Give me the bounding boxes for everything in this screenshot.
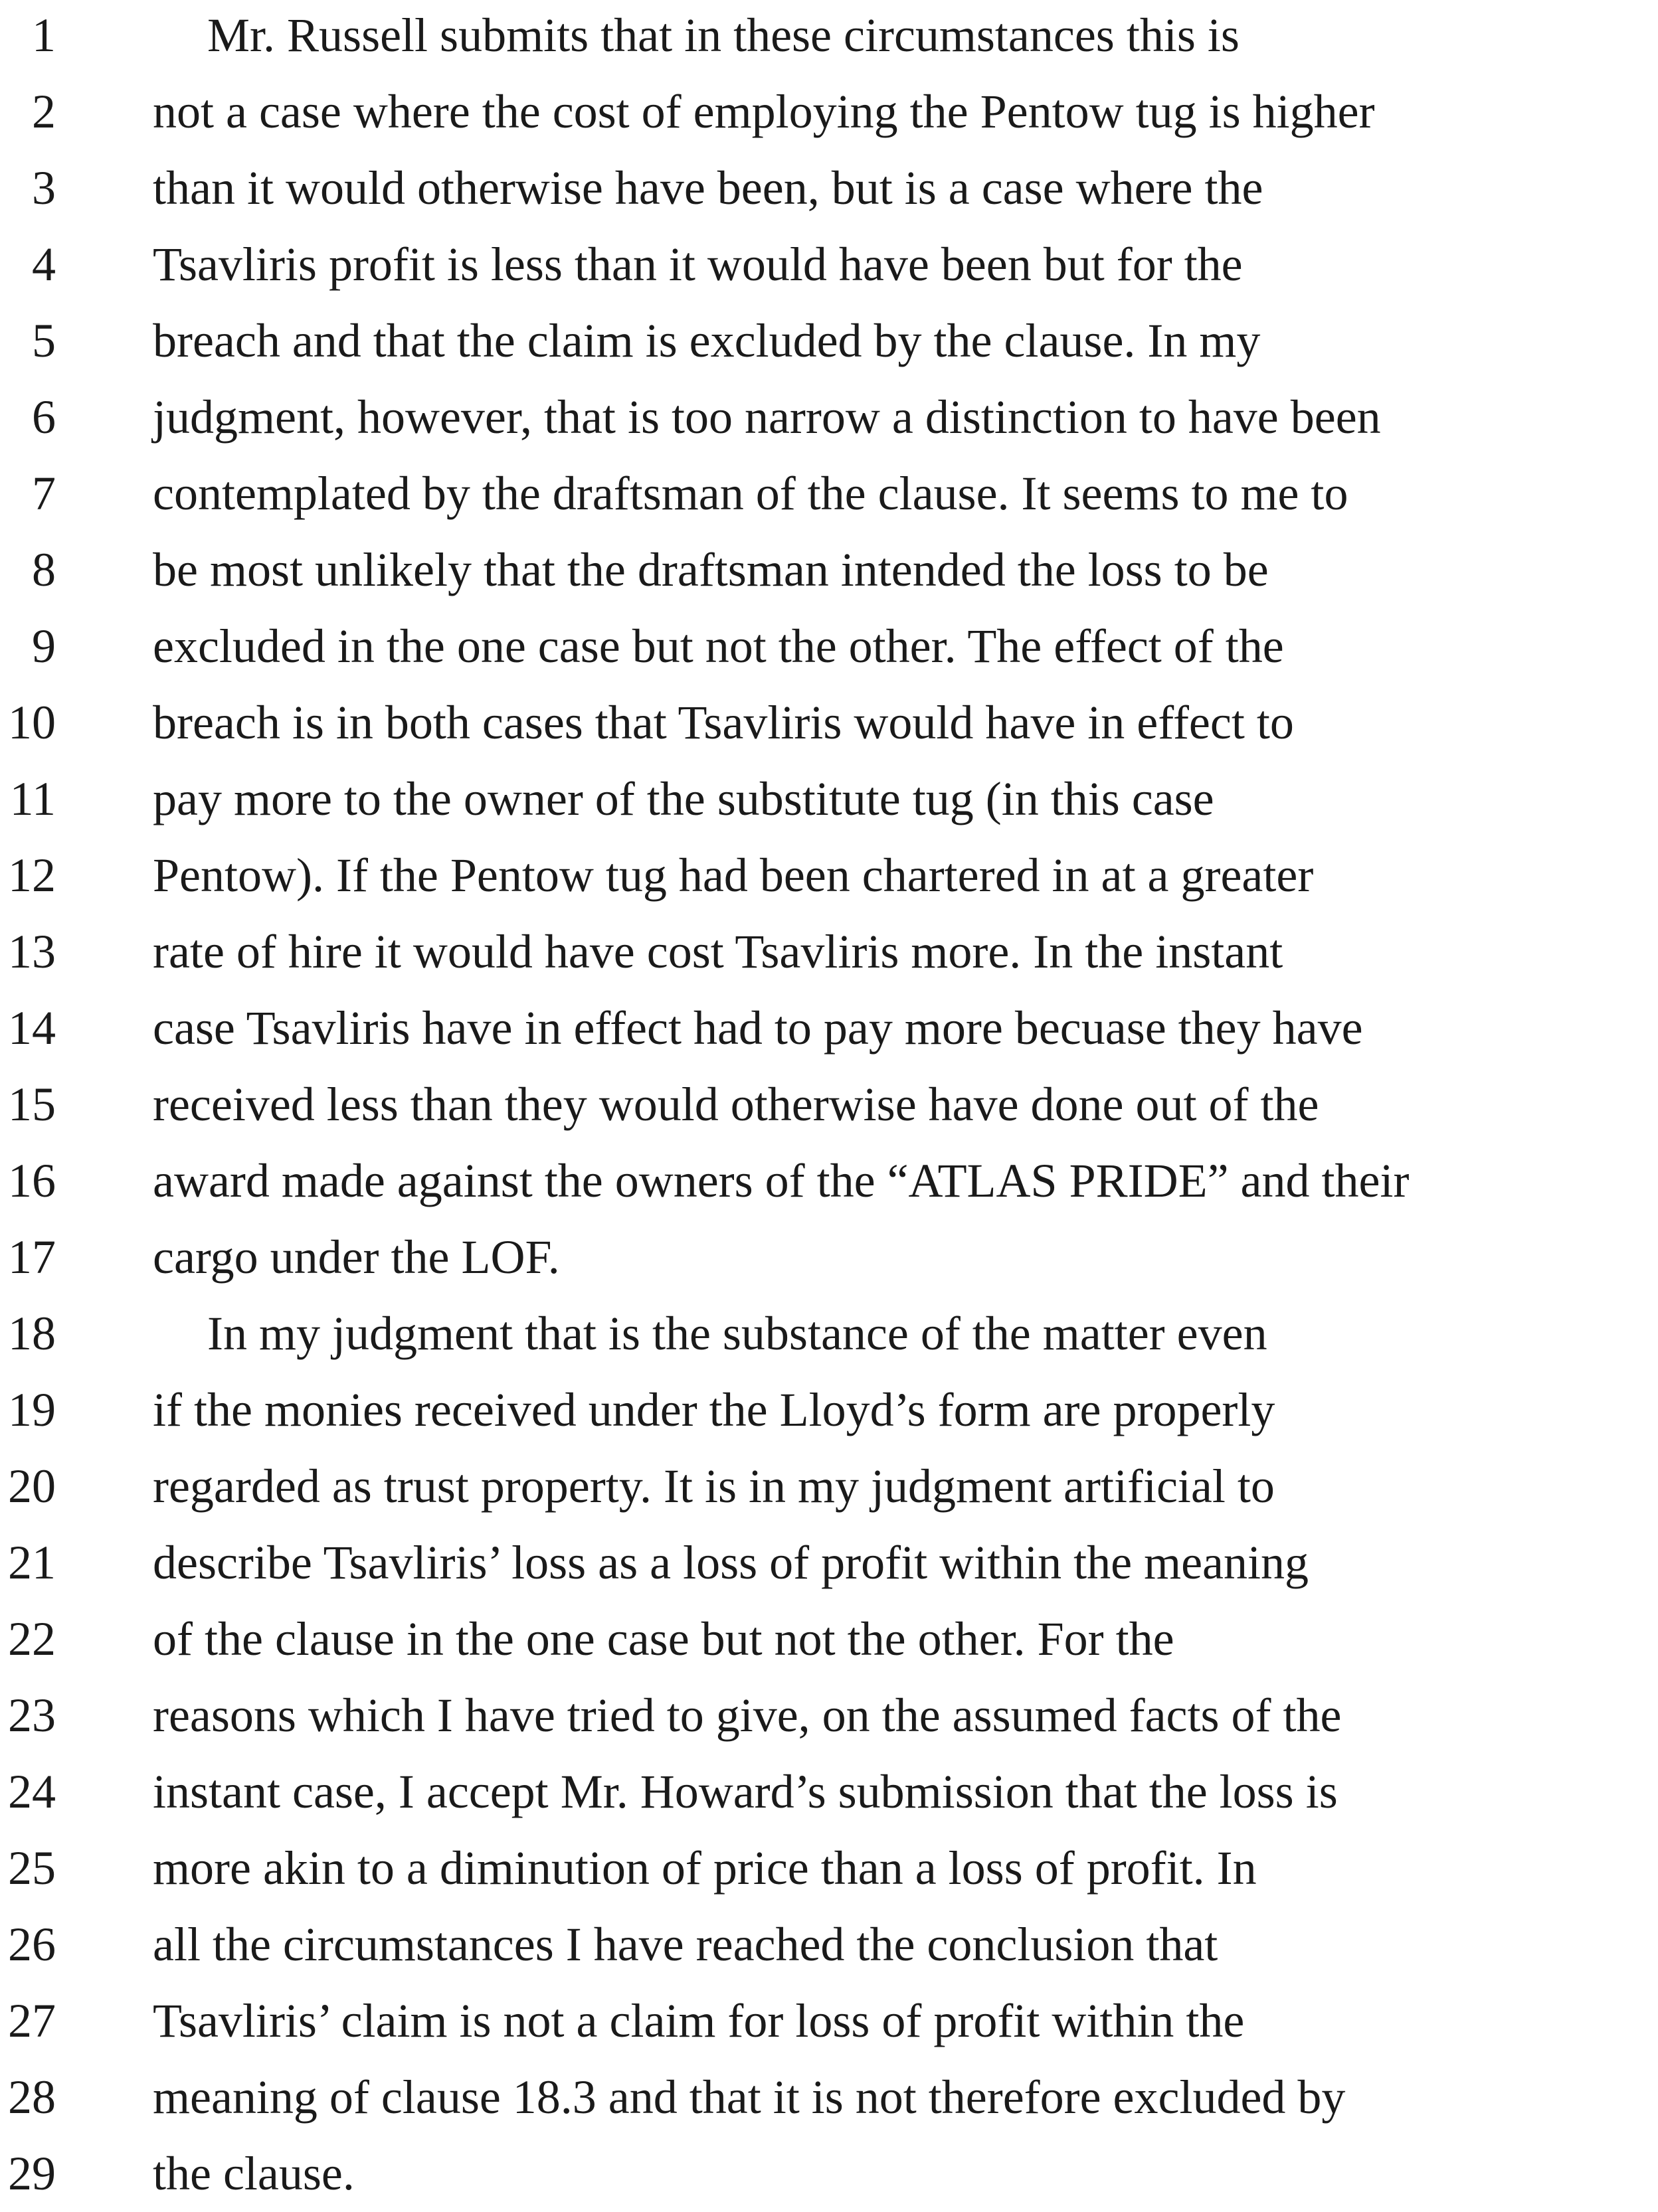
line-text: Mr. Russell submits that in these circumstances this is (207, 9, 1240, 62)
line-text: pay more to the owner of the substitute tug (in this case (153, 772, 1214, 825)
line-number: 22 (8, 1612, 56, 1665)
line-number: 19 (8, 1383, 56, 1436)
line-number: 21 (8, 1536, 56, 1589)
line-text: contemplated by the draftsman of the clause. It seems to me to (153, 467, 1348, 520)
text-line (0, 1754, 1658, 1830)
line-number: 18 (8, 1307, 56, 1360)
line-number: 25 (8, 1841, 56, 1895)
text-line (0, 761, 1658, 837)
text-line (0, 1066, 1658, 1143)
line-number: 27 (8, 1994, 56, 2047)
text-line (0, 532, 1658, 608)
line-text: cargo under the LOF. (153, 1231, 560, 1284)
line-text: than it would otherwise have been, but is a case where the (153, 161, 1263, 214)
text-line (0, 608, 1658, 685)
text-line (0, 1525, 1658, 1601)
line-number: 1 (32, 9, 56, 62)
text-line (0, 685, 1658, 761)
text-line (0, 2136, 1658, 2212)
text-line (0, 1983, 1658, 2059)
text-line (0, 2059, 1658, 2136)
text-line (0, 1448, 1658, 1525)
line-text: Tsavliris’ claim is not a claim for loss of profit within the (153, 1994, 1245, 2047)
text-line (0, 1219, 1658, 1296)
line-text: reasons which I have tried to give, on the assumed facts of the (153, 1689, 1342, 1742)
text-line (0, 0, 1658, 74)
line-text: case Tsavliris have in effect had to pay more becuase they have (153, 1001, 1363, 1055)
line-number: 9 (32, 620, 56, 673)
text-line (0, 914, 1658, 990)
line-text: Pentow). If the Pentow tug had been chartered in at a greater (153, 849, 1314, 902)
text-line (0, 837, 1658, 914)
line-number: 23 (8, 1689, 56, 1742)
text-line (0, 456, 1658, 532)
line-number: 13 (8, 925, 56, 978)
line-number: 5 (32, 314, 56, 367)
text-line (0, 1143, 1658, 1219)
text-line (0, 150, 1658, 226)
text-line (0, 379, 1658, 456)
line-number: 16 (8, 1154, 56, 1207)
text-line (0, 1830, 1658, 1907)
line-text: regarded as trust property. It is in my judgment artificial to (153, 1460, 1275, 1513)
line-text: In my judgment that is the substance of the matter even (207, 1307, 1267, 1360)
line-text: rate of hire it would have cost Tsavliris more. In the instant (153, 925, 1283, 978)
text-line (0, 1907, 1658, 1983)
line-number: 26 (8, 1918, 56, 1971)
line-number: 29 (8, 2147, 56, 2200)
line-text: be most unlikely that the draftsman intended the loss to be (153, 543, 1269, 596)
text-line (0, 303, 1658, 379)
line-number: 3 (32, 161, 56, 214)
line-text: all the circumstances I have reached the conclusion that (153, 1918, 1218, 1971)
line-text: describe Tsavliris’ loss as a loss of profit within the meaning (153, 1536, 1309, 1589)
line-number: 10 (8, 696, 56, 749)
text-line (0, 1677, 1658, 1754)
text-line (0, 1601, 1658, 1677)
line-text: Tsavliris profit is less than it would have been but for the (153, 238, 1243, 291)
line-number: 2 (32, 85, 56, 138)
line-number: 8 (32, 543, 56, 596)
line-number: 11 (9, 772, 56, 825)
text-line (0, 1296, 1658, 1372)
text-line (0, 226, 1658, 303)
line-text: judgment, however, that is too narrow a distinction to have been (153, 390, 1381, 444)
line-number: 28 (8, 2071, 56, 2124)
text-line (0, 1372, 1658, 1448)
line-text: if the monies received under the Lloyd’s form are properly (153, 1383, 1275, 1436)
line-text: breach is in both cases that Tsavliris would have in effect to (153, 696, 1294, 749)
line-number: 7 (32, 467, 56, 520)
line-number: 20 (8, 1460, 56, 1513)
line-text: breach and that the claim is excluded by the clause. In my (153, 314, 1261, 367)
line-number: 14 (8, 1001, 56, 1055)
text-line (0, 990, 1658, 1066)
line-text: excluded in the one case but not the other. The effect of the (153, 620, 1284, 673)
line-number: 6 (32, 390, 56, 444)
line-text: received less than they would otherwise have done out of the (153, 1078, 1319, 1131)
text-line (0, 74, 1658, 150)
line-number: 24 (8, 1765, 56, 1818)
line-text: award made against the owners of the “ATLAS PRIDE” and their (153, 1154, 1410, 1207)
line-text: more akin to a diminution of price than a loss of profit. In (153, 1841, 1257, 1895)
line-number: 17 (8, 1231, 56, 1284)
line-text: of the clause in the one case but not the other. For the (153, 1612, 1174, 1665)
line-number: 15 (8, 1078, 56, 1131)
line-text: the clause. (153, 2147, 355, 2200)
line-text: meaning of clause 18.3 and that it is not therefore excluded by (153, 2071, 1346, 2124)
line-text: not a case where the cost of employing the Pentow tug is higher (153, 85, 1375, 138)
line-text: instant case, I accept Mr. Howard’s submission that the loss is (153, 1765, 1338, 1818)
line-number: 12 (8, 849, 56, 902)
line-number: 4 (32, 238, 56, 291)
